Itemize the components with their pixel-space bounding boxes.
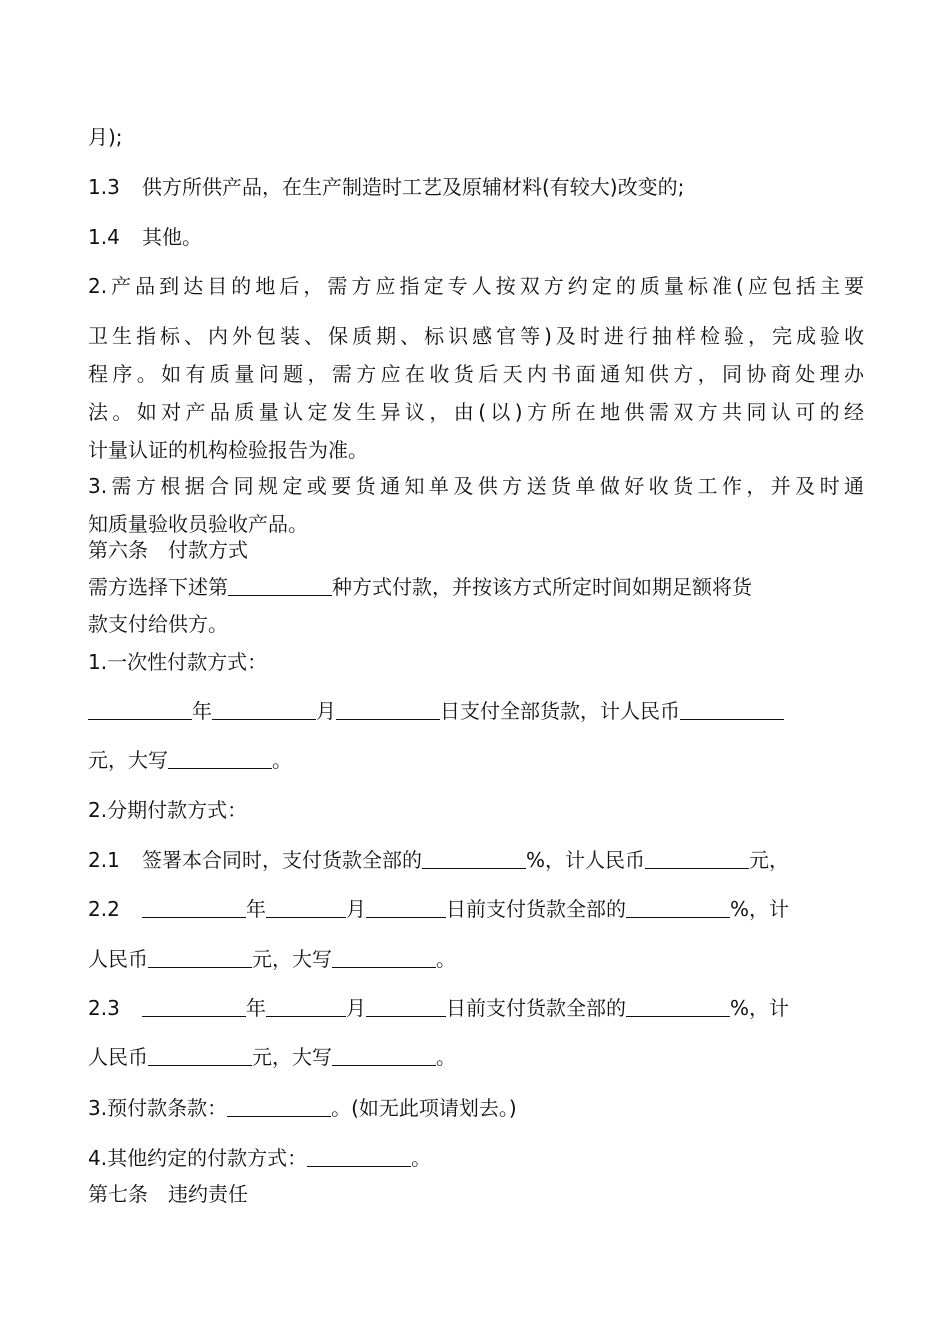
fill-blank[interactable] bbox=[307, 1146, 411, 1167]
section-heading-article-6: 第六条 付款方式 bbox=[88, 538, 248, 562]
fill-blank[interactable] bbox=[366, 996, 446, 1017]
text-line: 2.分期付款方式： bbox=[88, 798, 248, 822]
clause-number: 2.2 bbox=[88, 897, 120, 921]
fill-blank[interactable] bbox=[148, 947, 252, 968]
text-line: 程序。如有质量问题，需方应在收货后天内书面通知供方，同协商处理办 bbox=[88, 362, 864, 386]
fill-blank[interactable] bbox=[626, 897, 730, 918]
text-line: 计量认证的机构检验报告为准。 bbox=[88, 438, 368, 462]
fill-blank[interactable] bbox=[148, 1045, 252, 1066]
section-heading-article-7: 第七条 违约责任 bbox=[88, 1182, 248, 1206]
text-line: 元，大写 。 bbox=[88, 748, 292, 772]
fill-blank[interactable] bbox=[626, 996, 730, 1017]
fill-blank[interactable] bbox=[266, 897, 346, 918]
fill-blank[interactable] bbox=[645, 848, 749, 869]
clause-number: 1.4 bbox=[88, 225, 120, 249]
fill-blank[interactable] bbox=[142, 996, 246, 1017]
text-line: 知质量验收员验收产品。 bbox=[88, 512, 308, 536]
fill-blank[interactable] bbox=[422, 848, 526, 869]
fill-blank[interactable] bbox=[227, 1096, 331, 1117]
fill-blank[interactable] bbox=[336, 699, 440, 720]
fill-blank[interactable] bbox=[680, 699, 784, 720]
clause-2-1: 2.1 签署本合同时，支付货款全部的 %，计人民币 元， bbox=[88, 848, 790, 872]
fill-blank[interactable] bbox=[212, 699, 316, 720]
clause-1-4: 1.4 其他。 bbox=[88, 225, 202, 249]
fill-blank[interactable] bbox=[168, 748, 272, 769]
clause-2-2: 2.2 年 月 日前支付货款全部的 %，计 bbox=[88, 897, 790, 921]
text-line: 3.预付款条款： 。(如无此项请划去。) bbox=[88, 1096, 517, 1120]
text-line: 款支付给供方。 bbox=[88, 612, 228, 636]
text-line: 月); bbox=[88, 125, 123, 149]
clause-1-3: 1.3 供方所供产品，在生产制造时工艺及原辅材料(有较大)改变的; bbox=[88, 175, 685, 199]
fill-blank[interactable] bbox=[266, 996, 346, 1017]
clause-number: 1.3 bbox=[88, 175, 120, 199]
clause-number: 2.1 bbox=[88, 848, 120, 872]
text-line: 卫生指标、内外包装、保质期、标识感官等)及时进行抽样检验，完成验收 bbox=[88, 324, 864, 348]
clause-number: 2.3 bbox=[88, 996, 120, 1020]
text-line: 1.一次性付款方式： bbox=[88, 650, 268, 674]
clause-2-3: 2.3 年 月 日前支付货款全部的 %，计 bbox=[88, 996, 790, 1020]
fill-blank[interactable] bbox=[88, 699, 192, 720]
text-line: 法。如对产品质量认定发生异议，由(以)方所在地供需双方共同认可的经 bbox=[88, 400, 864, 424]
fill-blank[interactable] bbox=[228, 575, 332, 596]
text-line: 人民币 元，大写 。 bbox=[88, 1045, 456, 1069]
payment-date-line: 年 月 日支付全部货款，计人民币 bbox=[88, 697, 864, 725]
text-line: 需方选择下述第 种方式付款，并按该方式所定时间如期足额将货 bbox=[88, 575, 752, 599]
fill-blank[interactable] bbox=[332, 1045, 436, 1066]
fill-blank[interactable] bbox=[142, 897, 246, 918]
text-line: 4.其他约定的付款方式： 。 bbox=[88, 1146, 432, 1170]
fill-blank[interactable] bbox=[332, 947, 436, 968]
fill-blank[interactable] bbox=[366, 897, 446, 918]
text-line: 3.需方根据合同规定或要货通知单及供方送货单做好收货工作，并及时通 bbox=[88, 474, 864, 498]
text-line: 2.产品到达目的地后，需方应指定专人按双方约定的质量标准(应包括主要 bbox=[88, 274, 864, 298]
text-line: 人民币 元，大写 。 bbox=[88, 947, 456, 971]
